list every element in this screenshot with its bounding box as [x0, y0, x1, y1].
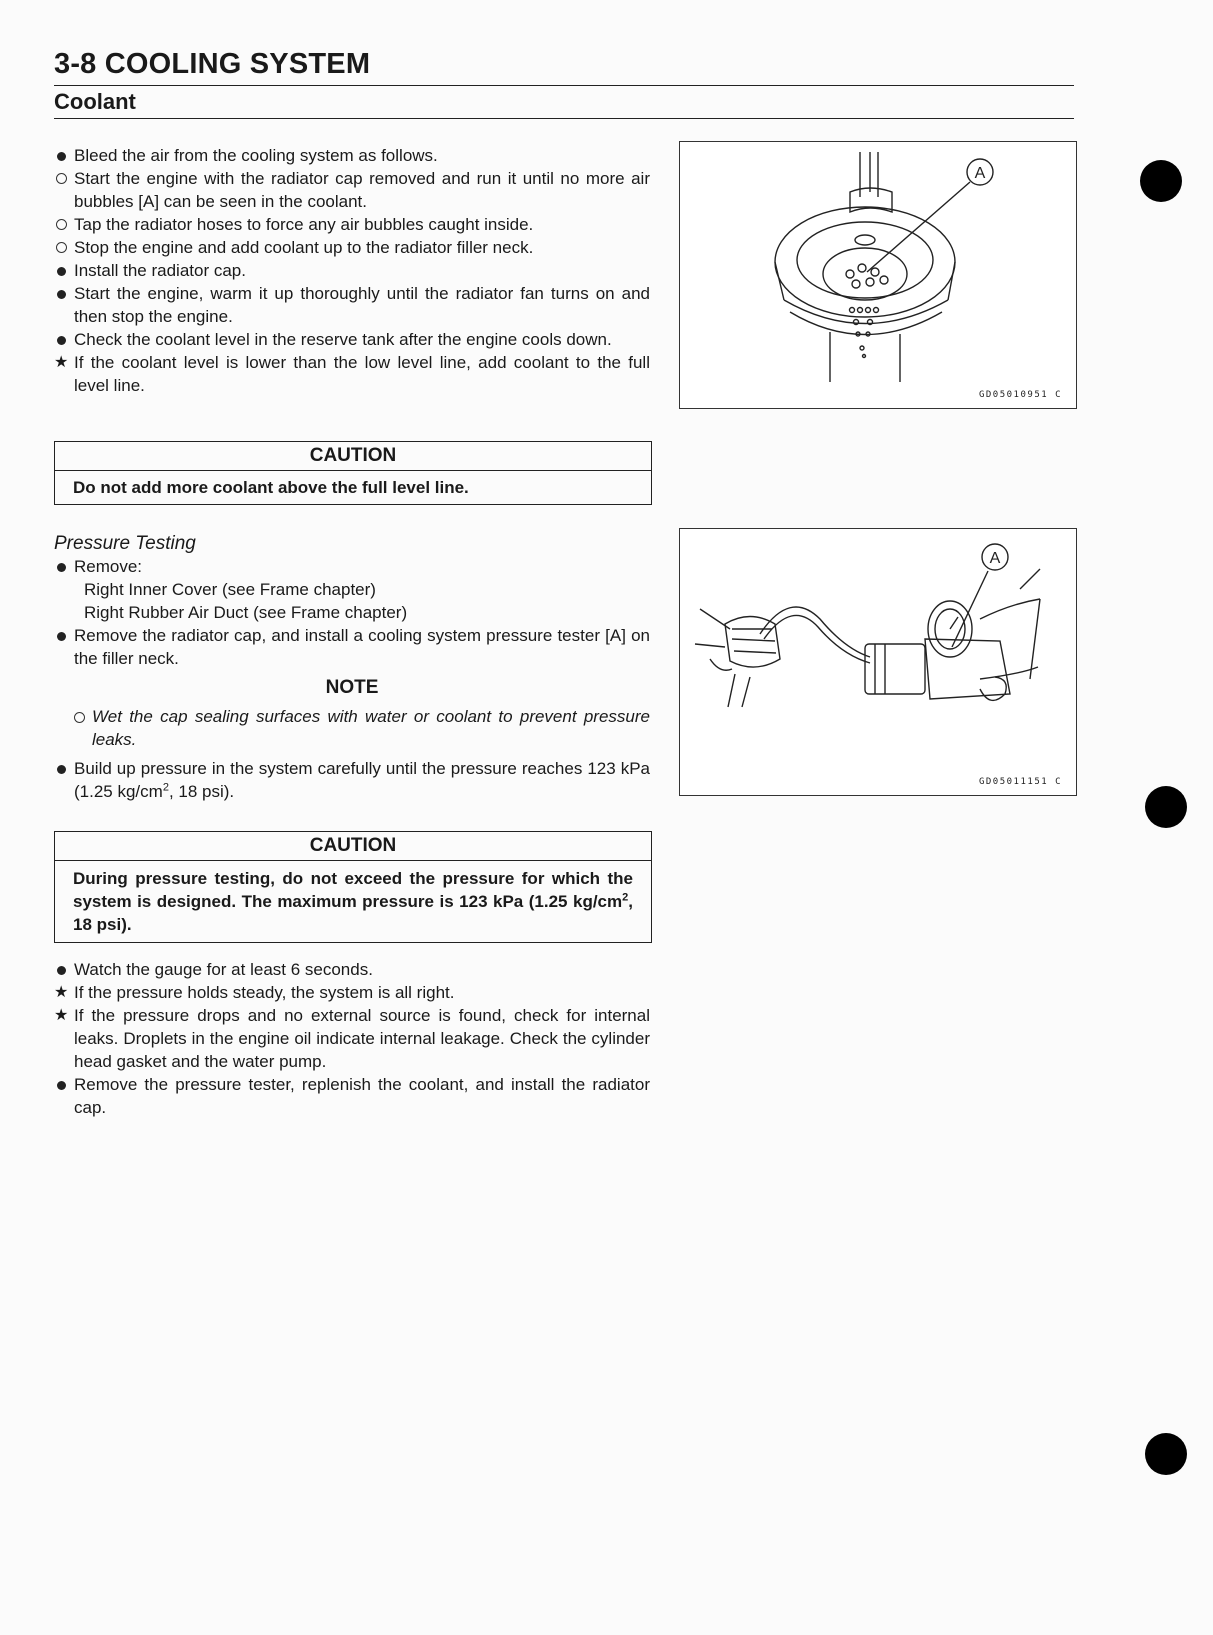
subsection-title: Pressure Testing [54, 533, 196, 554]
caution-text: Do not add more coolant above the full level line. [73, 478, 469, 497]
list-item: Tap the radiator hoses to force any air bubbles caught inside. [74, 215, 534, 234]
remove-item: Right Inner Cover (see Frame chapter) [84, 580, 376, 599]
caution-box [54, 831, 652, 943]
list-item: Install the radiator cap. [74, 261, 246, 280]
list-item: Start the engine with the radiator cap removed and run it until no more air bubbles [A] can be seen in the coolant. [74, 169, 650, 211]
list-item: Remove the pressure tester, replenish the coolant, and install the radiator cap. [74, 1075, 650, 1117]
list-item: Remove the radiator cap, and install a cooling system pressure tester [A] on the filler neck. [74, 626, 650, 668]
note-heading: NOTE [325, 677, 379, 698]
filler-neck-illustration [680, 142, 1076, 408]
page-title: 3-8 COOLING SYSTEM [54, 48, 371, 80]
list-item: Bleed the air from the cooling system as follows. [74, 146, 438, 165]
figure-code: GD05010951 C [978, 390, 1062, 400]
list-item: If the pressure drops and no external source is found, check for internal leaks. Droplets in the engine oil indicate internal leakage. Check the cylinder head gasket and the water pump. [74, 1006, 650, 1071]
pressure-testing [54, 532, 650, 803]
callout-label: A [989, 550, 1001, 567]
list-item: Start the engine, warm it up thoroughly until the radiator fan turns on and then stop the engine. [74, 284, 650, 326]
section-rule [54, 118, 1074, 119]
caution-heading: CAUTION [55, 442, 651, 471]
pressure-tester-illustration [680, 529, 1076, 795]
pressure-tester-figure [679, 528, 1077, 796]
binder-hole [1140, 160, 1182, 202]
list-item: Remove: [74, 557, 143, 576]
bleed-steps [54, 144, 650, 397]
binder-hole [1145, 1433, 1187, 1475]
list-item: If the coolant level is lower than the low level line, add coolant to the full level line. [74, 353, 650, 395]
header-rule [54, 85, 1074, 86]
note-item: Wet the cap sealing surfaces with water or coolant to prevent pressure leaks. [92, 707, 650, 749]
section-title: Coolant [54, 89, 136, 114]
list-item: Watch the gauge for at least 6 seconds. [74, 960, 373, 979]
list-item: Stop the engine and add coolant up to the radiator filler neck. [74, 238, 534, 257]
remove-item: Right Rubber Air Duct (see Frame chapter) [84, 603, 408, 622]
caution-box [54, 441, 652, 505]
callout-label: A [974, 165, 986, 182]
figure-code: GD05011151 C [978, 777, 1062, 787]
list-item: Check the coolant level in the reserve tank after the engine cools down. [74, 330, 612, 349]
list-item: If the pressure holds steady, the system is all right. [74, 983, 455, 1002]
binder-hole [1145, 786, 1187, 828]
list-item: Build up pressure in the system carefully until the pressure reaches 123 kPa (1.25 $kg/cm^2$, 18 psi). [74, 759, 650, 801]
caution-heading: CAUTION [55, 832, 651, 861]
filler-neck-figure [679, 141, 1077, 409]
watch-steps [54, 958, 650, 1119]
caution-text: During pressure testing, do not exceed the pressure for which the system is designed. The maximum pressure is 123 kPa (1.25 $kg/cm^2$, 18 psi). [73, 869, 633, 934]
